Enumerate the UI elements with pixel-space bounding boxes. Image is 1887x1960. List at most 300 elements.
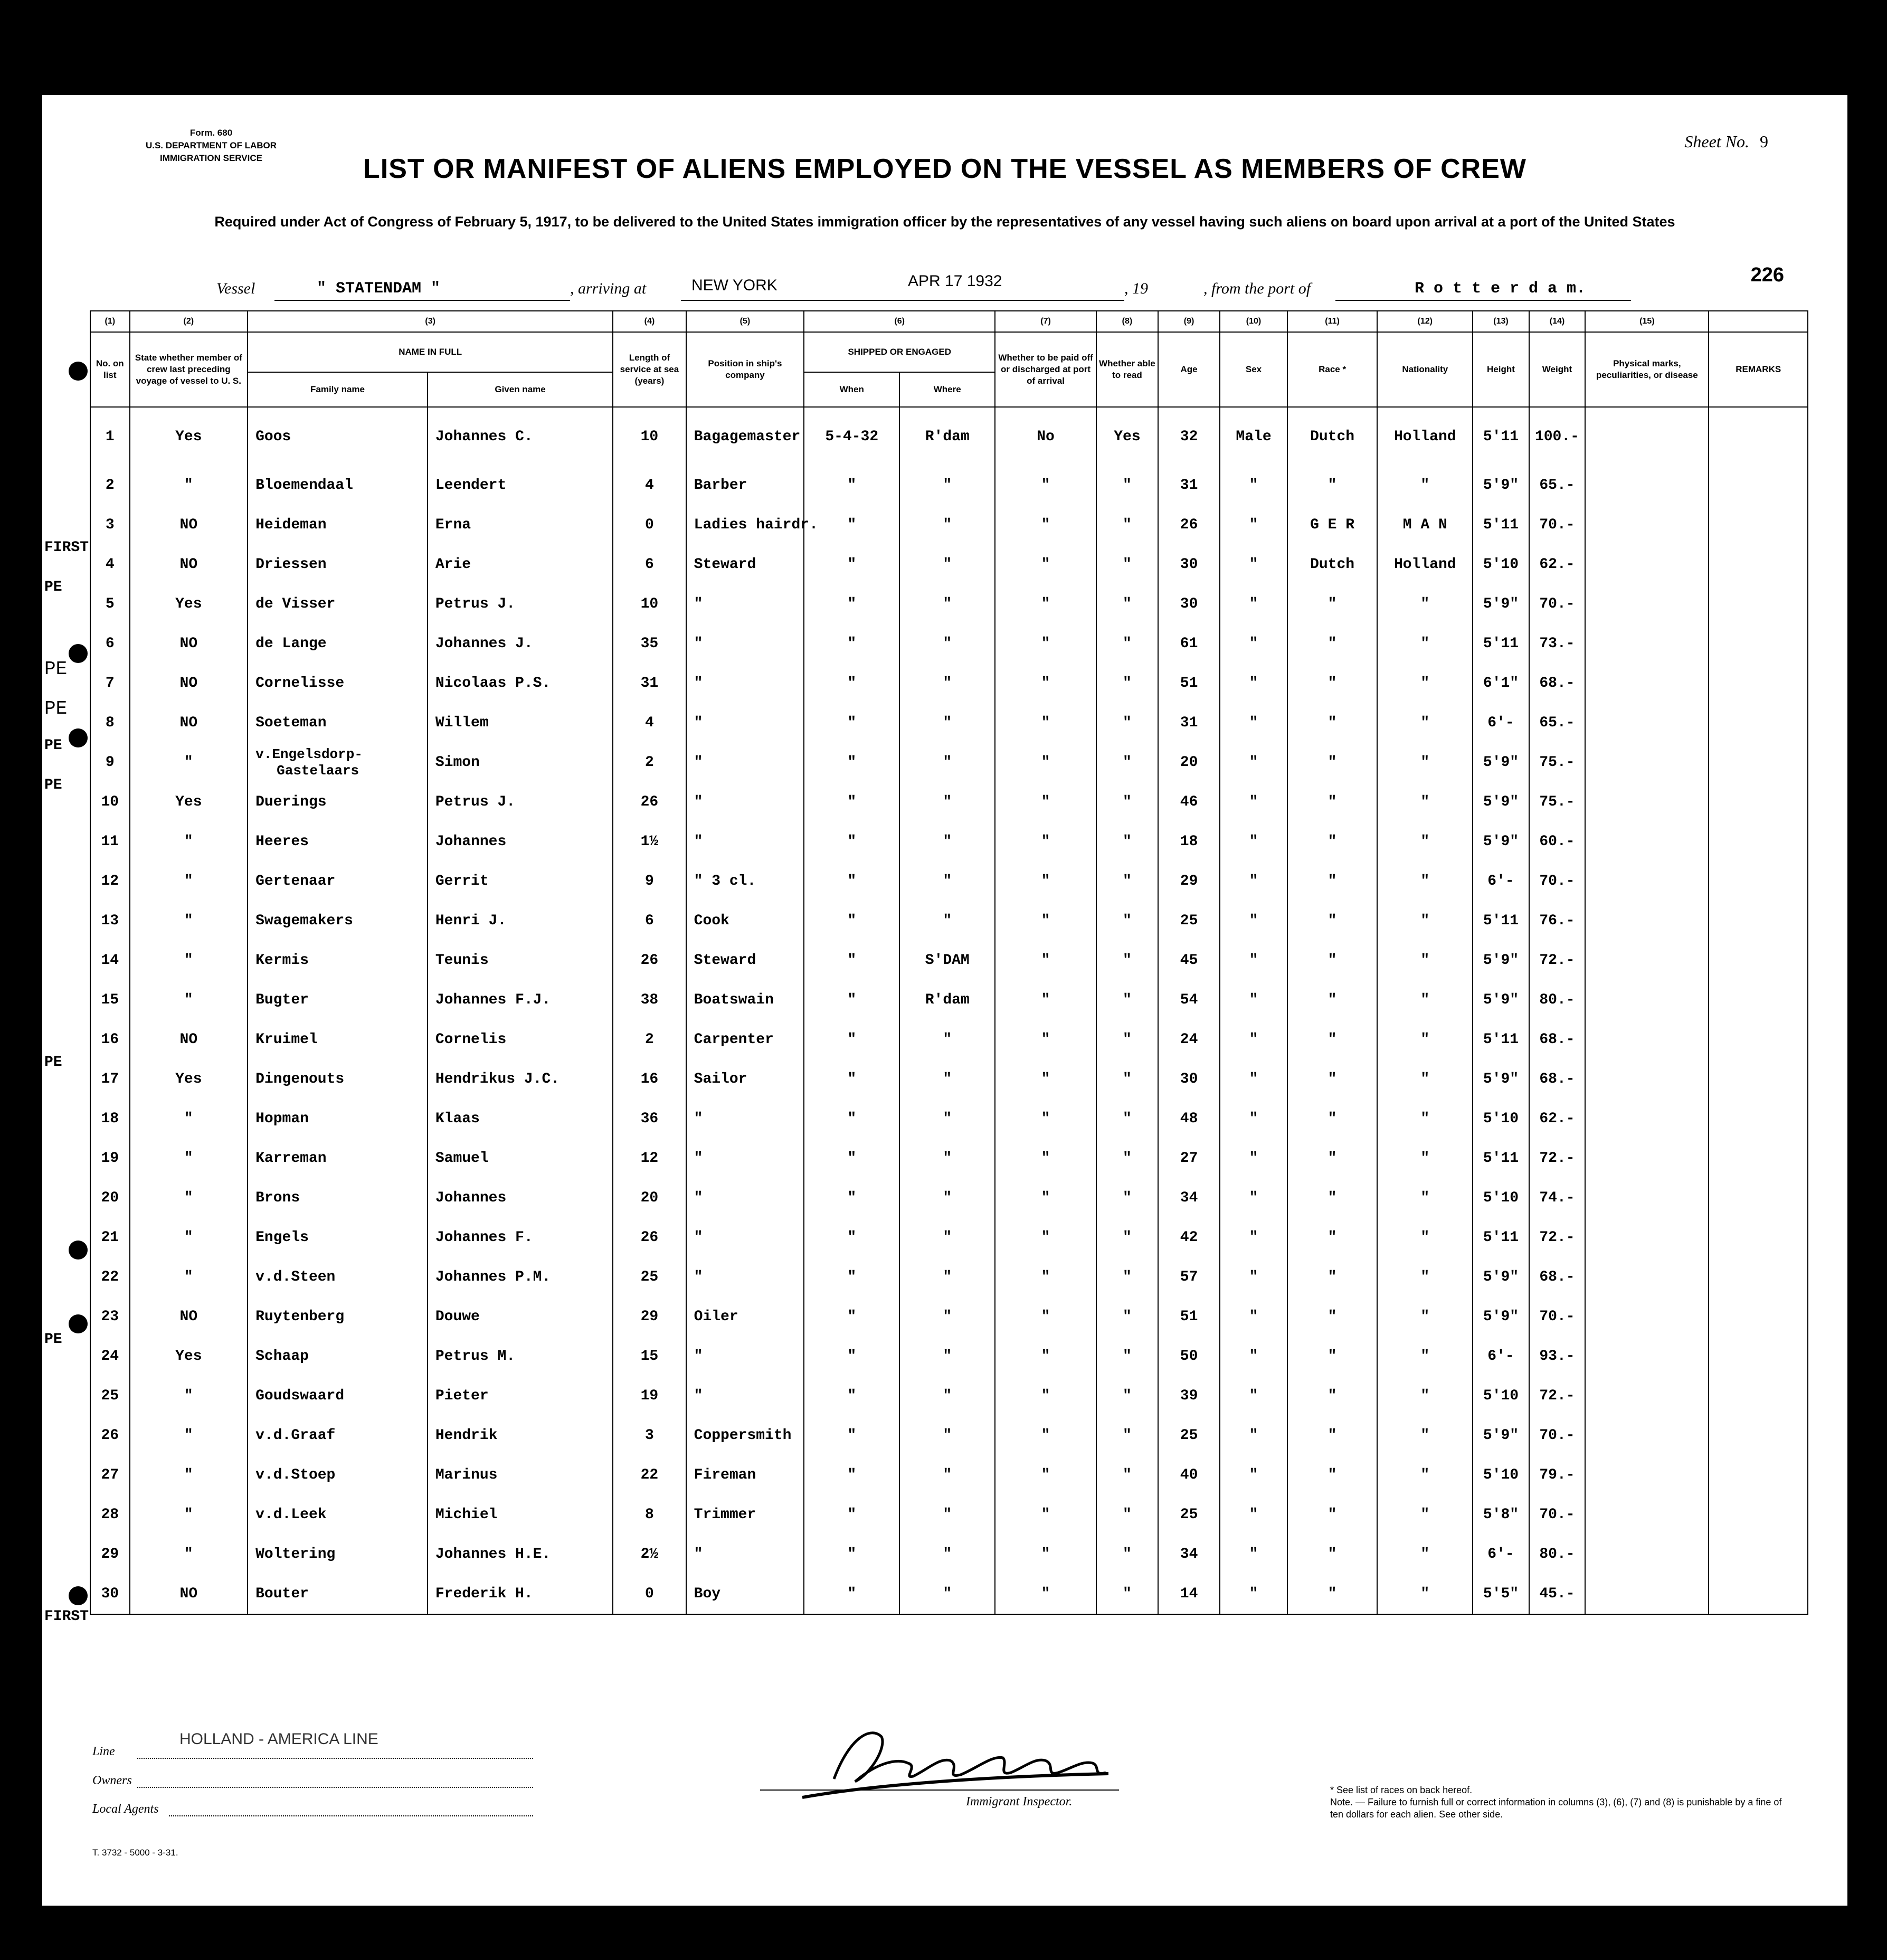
paid-off-cell: " (995, 505, 1096, 545)
sex-cell: Male (1220, 407, 1287, 466)
colnum-7: (7) (995, 311, 1096, 332)
physical-marks-cell (1585, 407, 1709, 466)
colnum-13: (13) (1473, 311, 1529, 332)
position-cell: Bagagemaster (686, 407, 804, 466)
shipped-where-cell: " (899, 861, 995, 901)
remarks-cell (1709, 545, 1808, 584)
last-voyage-cell: NO (130, 1574, 248, 1614)
remarks-cell (1709, 1535, 1808, 1574)
given-name-cell: Douwe (428, 1297, 613, 1337)
paid-off-cell: " (995, 584, 1096, 624)
shipped-where-cell: " (899, 1535, 995, 1574)
given-name-cell: Cornelis (428, 1020, 613, 1059)
height-cell: 5'11 (1473, 407, 1529, 466)
shipped-when-cell: " (804, 1059, 899, 1099)
age-cell: 46 (1158, 782, 1220, 822)
physical-marks-cell (1585, 1416, 1709, 1455)
shipped-when-cell: 5-4-32 (804, 407, 899, 466)
physical-marks-cell (1585, 545, 1709, 584)
shipped-when-cell: " (804, 1218, 899, 1257)
row-number-cell: 29 (90, 1535, 130, 1574)
header-length-of-service: Length of service at sea (years) (613, 332, 686, 407)
weight-cell: 62.- (1529, 545, 1585, 584)
age-cell: 50 (1158, 1337, 1220, 1376)
shipped-where-cell: " (899, 1020, 995, 1059)
form-number: Form. 680 (189, 128, 233, 138)
header-no-on-list: No. on list (90, 332, 130, 407)
paid-off-cell: " (995, 1535, 1096, 1574)
table-row (90, 1535, 1808, 1574)
last-voyage-cell: " (130, 822, 248, 861)
colnum-4: (4) (613, 311, 686, 332)
remarks-cell (1709, 980, 1808, 1020)
physical-marks-cell (1585, 1099, 1709, 1139)
table-row (90, 1020, 1808, 1059)
physical-marks-cell (1585, 664, 1709, 703)
shipped-when-cell: " (804, 861, 899, 901)
age-cell: 25 (1158, 1416, 1220, 1455)
able-to-read-cell: " (1096, 743, 1158, 782)
shipped-when-cell: " (804, 1178, 899, 1218)
row-number-cell: 24 (90, 1337, 130, 1376)
service-years-cell: 31 (613, 664, 686, 703)
height-cell: 5'10 (1473, 1455, 1529, 1495)
shipped-when-cell: " (804, 941, 899, 980)
weight-cell: 45.- (1529, 1574, 1585, 1614)
family-name-cell: Heideman (248, 505, 428, 545)
remarks-cell (1709, 1376, 1808, 1416)
colnum-3: (3) (248, 311, 613, 332)
class-mark: PE (44, 579, 62, 595)
nationality-cell: " (1377, 1455, 1473, 1495)
shipped-when-cell: " (804, 1455, 899, 1495)
service-years-cell: 4 (613, 703, 686, 743)
punch-hole (69, 1314, 88, 1333)
physical-marks-cell (1585, 1178, 1709, 1218)
given-name-cell: Johannes J. (428, 624, 613, 664)
inspector-label: Immigrant Inspector. (966, 1795, 1073, 1808)
nationality-cell: " (1377, 624, 1473, 664)
remarks-cell (1709, 1297, 1808, 1337)
given-name-cell: Pieter (428, 1376, 613, 1416)
table-row (90, 1337, 1808, 1376)
age-cell: 26 (1158, 505, 1220, 545)
family-name-cell: Soeteman (248, 703, 428, 743)
service-years-cell: 16 (613, 1059, 686, 1099)
sex-cell: " (1220, 664, 1287, 703)
sex-cell: " (1220, 1139, 1287, 1178)
nationality-cell: " (1377, 1178, 1473, 1218)
weight-cell: 70.- (1529, 1297, 1585, 1337)
shipped-where-cell: " (899, 822, 995, 861)
nationality-cell: Holland (1377, 545, 1473, 584)
shipped-where-cell: " (899, 1139, 995, 1178)
colnum-9: (9) (1158, 311, 1220, 332)
shipped-when-cell: " (804, 1574, 899, 1614)
height-cell: 6'- (1473, 1337, 1529, 1376)
table-row (90, 743, 1808, 782)
given-name-cell: Johannes H.E. (428, 1535, 613, 1574)
crew-manifest-table (90, 310, 1808, 1615)
sex-cell: " (1220, 1535, 1287, 1574)
race-cell: " (1287, 901, 1377, 941)
nationality-cell: " (1377, 822, 1473, 861)
paid-off-cell: " (995, 1495, 1096, 1535)
table-row (90, 861, 1808, 901)
paid-off-cell: " (995, 1139, 1096, 1178)
position-cell: " 3 cl. (686, 861, 804, 901)
weight-cell: 70.- (1529, 1495, 1585, 1535)
footer-notes (1330, 1784, 1789, 1821)
service-years-cell: 2½ (613, 1535, 686, 1574)
position-cell: " (686, 1178, 804, 1218)
table-row (90, 1139, 1808, 1178)
service-years-cell: 26 (613, 1218, 686, 1257)
given-name-cell: Nicolaas P.S. (428, 664, 613, 703)
column-number-row (90, 311, 1808, 332)
age-cell: 24 (1158, 1020, 1220, 1059)
row-number-cell: 9 (90, 743, 130, 782)
shipped-where-cell: " (899, 545, 995, 584)
family-name-cell: Kermis (248, 941, 428, 980)
manifest-sheet (42, 95, 1847, 1906)
weight-cell: 79.- (1529, 1455, 1585, 1495)
sex-cell: " (1220, 1178, 1287, 1218)
given-name-cell: Johannes F. (428, 1218, 613, 1257)
given-name-cell: Frederik H. (428, 1574, 613, 1614)
position-cell: " (686, 743, 804, 782)
last-voyage-cell: NO (130, 624, 248, 664)
family-name-cell: Cornelisse (248, 664, 428, 703)
table-row (90, 1059, 1808, 1099)
family-name-cell: Swagemakers (248, 901, 428, 941)
header-sex: Sex (1220, 332, 1287, 407)
remarks-cell (1709, 664, 1808, 703)
remarks-cell (1709, 941, 1808, 980)
header-name-in-full: NAME IN FULL (248, 332, 613, 372)
weight-cell: 93.- (1529, 1337, 1585, 1376)
sex-cell: " (1220, 584, 1287, 624)
table-row (90, 1099, 1808, 1139)
remarks-cell (1709, 1059, 1808, 1099)
nationality-cell: " (1377, 1059, 1473, 1099)
age-cell: 34 (1158, 1535, 1220, 1574)
sex-cell: " (1220, 1455, 1287, 1495)
height-cell: 5'9" (1473, 466, 1529, 505)
sheet-number: 9 (1760, 132, 1768, 151)
nationality-cell: " (1377, 1337, 1473, 1376)
document-subtitle: Required under Act of Congress of February 5, 1917, to be delivered to the United States immigration officer by the representatives of any vessel having such aliens on board upon arrival at a port of the United States (214, 214, 1675, 230)
age-cell: 30 (1158, 584, 1220, 624)
last-voyage-cell: " (130, 1139, 248, 1178)
physical-marks-cell (1585, 1139, 1709, 1178)
position-cell: Steward (686, 545, 804, 584)
shipped-when-cell: " (804, 466, 899, 505)
shipped-when-cell: " (804, 1139, 899, 1178)
physical-marks-cell (1585, 1020, 1709, 1059)
given-name-cell: Hendrik (428, 1416, 613, 1455)
last-voyage-cell: NO (130, 1020, 248, 1059)
nationality-cell: " (1377, 1139, 1473, 1178)
given-name-cell: Johannes F.J. (428, 980, 613, 1020)
weight-cell: 72.- (1529, 1218, 1585, 1257)
position-cell: Boy (686, 1574, 804, 1614)
vessel-label: Vessel (216, 280, 255, 297)
header-where: Where (899, 372, 995, 407)
family-name-cell: Schaap (248, 1337, 428, 1376)
last-voyage-cell: Yes (130, 782, 248, 822)
table-row (90, 466, 1808, 505)
race-cell: " (1287, 1218, 1377, 1257)
height-cell: 5'11 (1473, 1139, 1529, 1178)
weight-cell: 72.- (1529, 941, 1585, 980)
position-cell: Steward (686, 941, 804, 980)
shipped-where-cell: " (899, 703, 995, 743)
able-to-read-cell: " (1096, 1297, 1158, 1337)
service-years-cell: 20 (613, 1178, 686, 1218)
weight-cell: 74.- (1529, 1178, 1585, 1218)
height-cell: 5'9" (1473, 584, 1529, 624)
family-name-cell (248, 743, 428, 782)
age-cell: 51 (1158, 1297, 1220, 1337)
weight-cell: 68.- (1529, 1257, 1585, 1297)
header-age: Age (1158, 332, 1220, 407)
class-mark: PE (44, 1054, 62, 1071)
height-cell: 5'10 (1473, 1376, 1529, 1416)
header-position: Position in ship's company (686, 332, 804, 407)
colnum-12: (12) (1377, 311, 1473, 332)
header-able-to-read: Whether able to read (1096, 332, 1158, 407)
height-cell: 5'9" (1473, 822, 1529, 861)
row-number-cell: 13 (90, 901, 130, 941)
arriving-port: NEW YORK (691, 277, 777, 294)
physical-marks-cell (1585, 505, 1709, 545)
remarks-cell (1709, 1099, 1808, 1139)
last-voyage-cell: " (130, 980, 248, 1020)
race-cell: " (1287, 1535, 1377, 1574)
family-name-cell: Bloemendaal (248, 466, 428, 505)
age-cell: 29 (1158, 861, 1220, 901)
position-cell: " (686, 1337, 804, 1376)
table-row (90, 545, 1808, 584)
family-name-cell: de Lange (248, 624, 428, 664)
races-note: * See list of races on back hereof. (1330, 1785, 1473, 1795)
service-years-cell: 8 (613, 1495, 686, 1535)
nationality-cell: " (1377, 703, 1473, 743)
document-title: LIST OR MANIFEST OF ALIENS EMPLOYED ON THE VESSEL AS MEMBERS OF CREW (363, 154, 1526, 184)
physical-marks-cell (1585, 1455, 1709, 1495)
able-to-read-cell: " (1096, 1020, 1158, 1059)
paid-off-cell: " (995, 1257, 1096, 1297)
class-mark: PE (44, 737, 62, 754)
header-last-voyage: State whether member of crew last preceding voyage of vessel to U. S. (130, 332, 248, 407)
row-number-cell: 18 (90, 1099, 130, 1139)
table-row (90, 822, 1808, 861)
service-years-cell: 10 (613, 407, 686, 466)
shipped-where-cell: " (899, 1416, 995, 1455)
row-number-cell: 20 (90, 1178, 130, 1218)
age-cell: 51 (1158, 664, 1220, 703)
last-voyage-cell: Yes (130, 407, 248, 466)
remarks-cell (1709, 1337, 1808, 1376)
last-voyage-cell: " (130, 1455, 248, 1495)
age-cell: 48 (1158, 1099, 1220, 1139)
table-row (90, 782, 1808, 822)
able-to-read-cell: " (1096, 782, 1158, 822)
physical-marks-cell (1585, 1376, 1709, 1416)
paid-off-cell: " (995, 782, 1096, 822)
race-cell: " (1287, 703, 1377, 743)
age-cell: 25 (1158, 901, 1220, 941)
sex-cell: " (1220, 743, 1287, 782)
shipped-when-cell: " (804, 584, 899, 624)
family-name-cell: v.d.Graaf (248, 1416, 428, 1455)
shipped-where-cell: " (899, 584, 995, 624)
able-to-read-cell: " (1096, 1257, 1158, 1297)
header-nationality: Nationality (1377, 332, 1473, 407)
colnum-8: (8) (1096, 311, 1158, 332)
sex-cell: " (1220, 624, 1287, 664)
remarks-cell (1709, 1178, 1808, 1218)
family-name-cell: Goudswaard (248, 1376, 428, 1416)
last-voyage-cell: NO (130, 1297, 248, 1337)
weight-cell: 68.- (1529, 1020, 1585, 1059)
height-cell: 5'9" (1473, 743, 1529, 782)
remarks-cell (1709, 1455, 1808, 1495)
penalty-note: Note. — Failure to furnish full or correct information in columns (3), (6), (7) and (8) is punishable by a fine of ten dollars for each alien. See other side. (1330, 1797, 1782, 1820)
physical-marks-cell (1585, 1574, 1709, 1614)
height-cell: 5'9" (1473, 782, 1529, 822)
table-row (90, 624, 1808, 664)
physical-marks-cell (1585, 1337, 1709, 1376)
shipped-where-cell: " (899, 624, 995, 664)
last-voyage-cell: NO (130, 545, 248, 584)
shipped-when-cell: " (804, 782, 899, 822)
remarks-cell (1709, 782, 1808, 822)
row-number-cell: 30 (90, 1574, 130, 1614)
sex-cell: " (1220, 1376, 1287, 1416)
position-cell: Coppersmith (686, 1416, 804, 1455)
nationality-cell: " (1377, 941, 1473, 980)
shipped-when-cell: " (804, 1297, 899, 1337)
sex-cell: " (1220, 941, 1287, 980)
remarks-cell (1709, 1257, 1808, 1297)
nationality-cell: " (1377, 1535, 1473, 1574)
weight-cell: 75.- (1529, 743, 1585, 782)
given-name-cell: Johannes (428, 1178, 613, 1218)
age-cell: 31 (1158, 466, 1220, 505)
sex-cell: " (1220, 1059, 1287, 1099)
height-cell: 5'11 (1473, 624, 1529, 664)
colnum-10: (10) (1220, 311, 1287, 332)
given-name-cell: Michiel (428, 1495, 613, 1535)
remarks-cell (1709, 407, 1808, 466)
last-voyage-cell: " (130, 1416, 248, 1455)
paid-off-cell: No (995, 407, 1096, 466)
race-cell: " (1287, 1455, 1377, 1495)
age-cell: 42 (1158, 1218, 1220, 1257)
last-voyage-cell: Yes (130, 1337, 248, 1376)
class-mark: PE (44, 777, 62, 793)
last-voyage-cell: Yes (130, 1059, 248, 1099)
shipped-where-cell: " (899, 466, 995, 505)
colnum-5: (5) (686, 311, 804, 332)
row-number-cell: 6 (90, 624, 130, 664)
position-cell: Trimmer (686, 1495, 804, 1535)
able-to-read-cell: Yes (1096, 407, 1158, 466)
arriving-label: , arriving at (570, 280, 647, 297)
weight-cell: 70.- (1529, 1416, 1585, 1455)
table-row (90, 664, 1808, 703)
nationality-cell: " (1377, 1297, 1473, 1337)
colnum-15: (15) (1585, 311, 1709, 332)
age-cell: 45 (1158, 941, 1220, 980)
family-name-cell: Dingenouts (248, 1059, 428, 1099)
weight-cell: 68.- (1529, 1059, 1585, 1099)
height-cell: 5'9" (1473, 1059, 1529, 1099)
header-shipped-or-engaged: SHIPPED OR ENGAGED (804, 332, 995, 372)
physical-marks-cell (1585, 941, 1709, 980)
paid-off-cell: " (995, 1297, 1096, 1337)
age-cell: 18 (1158, 822, 1220, 861)
shipped-where-cell: " (899, 1218, 995, 1257)
weight-cell: 100.- (1529, 407, 1585, 466)
nationality-cell: " (1377, 1495, 1473, 1535)
physical-marks-cell (1585, 1257, 1709, 1297)
race-cell: " (1287, 1178, 1377, 1218)
age-cell: 54 (1158, 980, 1220, 1020)
header-height: Height (1473, 332, 1529, 407)
row-number-cell: 25 (90, 1376, 130, 1416)
position-cell: " (686, 1218, 804, 1257)
able-to-read-cell: " (1096, 466, 1158, 505)
row-number-cell: 1 (90, 407, 130, 466)
given-name-cell: Willem (428, 703, 613, 743)
given-name-cell: Simon (428, 743, 613, 782)
service-years-cell: 9 (613, 861, 686, 901)
last-voyage-cell: " (130, 1257, 248, 1297)
family-name-line: v.Engelsdorp- (255, 746, 363, 762)
shipped-when-cell: " (804, 980, 899, 1020)
shipped-when-cell: " (804, 1535, 899, 1574)
given-name-cell: Petrus M. (428, 1337, 613, 1376)
sheet-number-block (1684, 132, 1768, 152)
physical-marks-cell (1585, 782, 1709, 822)
class-mark: PE (44, 1331, 62, 1348)
paid-off-cell: " (995, 1020, 1096, 1059)
service-years-cell: 38 (613, 980, 686, 1020)
race-cell: " (1287, 624, 1377, 664)
page-reference: 226 (1750, 264, 1784, 286)
height-cell: 6'- (1473, 861, 1529, 901)
given-name-cell: Gerrit (428, 861, 613, 901)
paid-off-cell: " (995, 1059, 1096, 1099)
service-years-cell: 29 (613, 1297, 686, 1337)
able-to-read-cell: " (1096, 1535, 1158, 1574)
colnum-1: (1) (90, 311, 130, 332)
row-number-cell: 10 (90, 782, 130, 822)
vessel-line (42, 274, 1847, 306)
row-number-cell: 3 (90, 505, 130, 545)
last-voyage-cell: NO (130, 505, 248, 545)
last-voyage-cell: NO (130, 664, 248, 703)
position-cell: " (686, 782, 804, 822)
height-cell: 5'9" (1473, 980, 1529, 1020)
service-years-cell: 19 (613, 1376, 686, 1416)
race-cell: " (1287, 1337, 1377, 1376)
able-to-read-cell: " (1096, 1178, 1158, 1218)
colnum-14: (14) (1529, 311, 1585, 332)
